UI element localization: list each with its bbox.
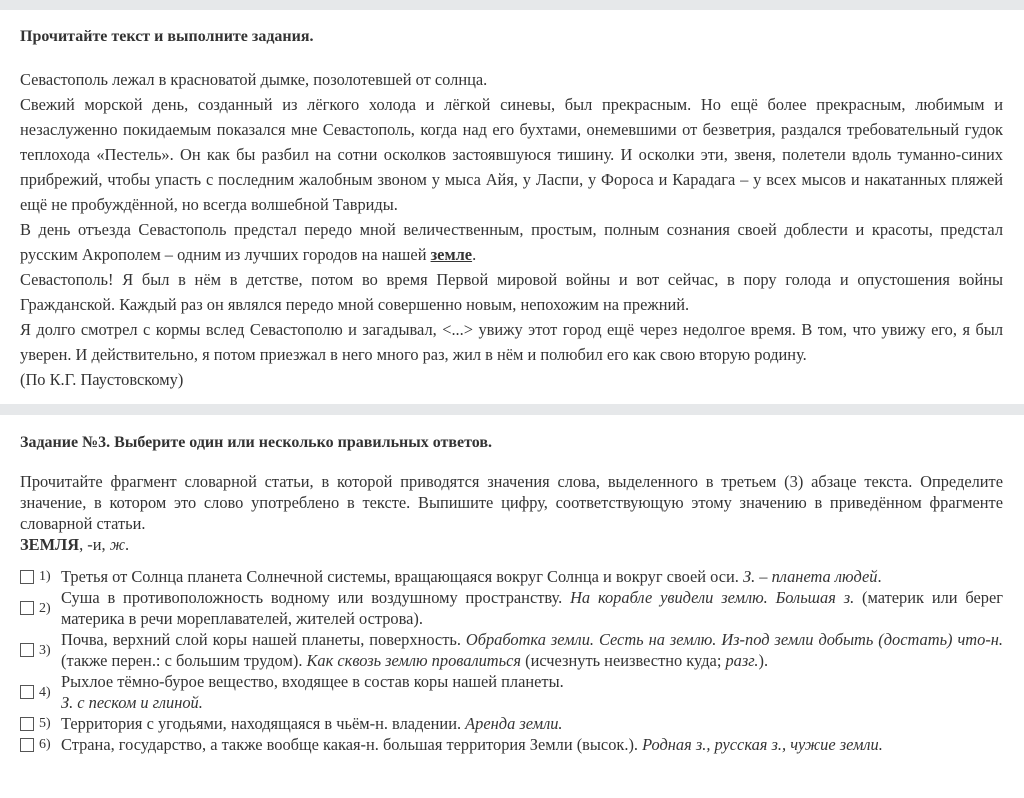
- dictionary-entry-head: ЗЕМЛЯ, -и, ж.: [20, 535, 130, 554]
- answer-option-6[interactable]: 6) Страна, государство, а также вообще какая-н. большая территория Земли (высок.). Родная з., русская з., чужие земли.: [20, 734, 1003, 755]
- highlighted-keyword: земле: [430, 245, 473, 264]
- paragraph-3: В день отъезда Севастополь предстал передо мной величественным, простым, полным сознания своей доблести и красоты, предстал русским Акрополем – одним из лучших городов на нашей земле.: [20, 220, 1003, 264]
- reading-panel: [20, 27, 1003, 392]
- task-heading: Задание №3. Выберите один или несколько правильных ответов.: [20, 434, 493, 451]
- answer-options: [20, 566, 1003, 755]
- answer-option-2[interactable]: 2) Суша в противоположность водному или воздушному пространству. На корабле увидели землю. Большая з. (материк или берег материка в речи мореплавателей, жителей острова).: [20, 587, 1003, 629]
- paragraph-5: Я долго смотрел с кормы вслед Севастополю и загадывал, <...> увижу этот город ещё через недолгое время. В том, что увижу его, я был уверен. И действительно, я потом приезжал в него много раз, жил в нём и полюбил его как свою вторую родину.: [20, 320, 1003, 364]
- answer-option-5[interactable]: 5) Территория с угодьями, находящаяся в чьём-н. владении. Аренда земли.: [20, 713, 1003, 734]
- checkbox-1[interactable]: [20, 570, 34, 584]
- checkbox-4[interactable]: [20, 685, 34, 699]
- task-panel: [20, 433, 1003, 755]
- paragraph-4: Севастополь! Я был в нём в детстве, потом во время Первой мировой войны и вот сейчас, в пору голода и опустошения войны Гражданской. Каждый раз он являлся передо мной совершенно новым, непохожим на прежний.: [20, 270, 1003, 314]
- top-separator: [0, 0, 1024, 10]
- paragraph-1: Севастополь лежал в красноватой дымке, позолотевшей от солнца.: [20, 70, 488, 89]
- checkbox-3[interactable]: [20, 643, 34, 657]
- paragraph-2: Свежий морской день, созданный из лёгкого холода и лёгкой синевы, был прекрасным. Но ещё более прекрасным, любимым и незаслуженно покидаемым показался мне Севастополь, когда над его бухтами, онемевшими от безветрия, раздался требовательный гудок теплохода «Пестель». Он как бы разбил на сотни осколков застоявшуюся тишину. И осколки эти, звеня, полетели вдоль туманно-синих прибрежий, чтобы упасть с последним жалобным звоном у мыса Айя, у Ласпи, у Фороса и Карадага – у всех мысов и накатанных пляжей ещё не пробуждённой, но всегда волшебной Тавриды.: [20, 95, 1003, 214]
- reading-heading: Прочитайте текст и выполните задания.: [20, 28, 314, 45]
- answer-option-3[interactable]: 3) Почва, верхний слой коры нашей планеты, поверхность. Обработка земли. Сесть на землю. Из-под земли добыть (достать) что-н. (также перен.: с большим трудом). Как сквозь землю провалиться (исчезнуть неизвестно куда; разг.).: [20, 629, 1003, 671]
- author-attribution: (По К.Г. Паустовскому): [20, 370, 184, 389]
- answer-option-1[interactable]: 1) Третья от Солнца планета Солнечной системы, вращающаяся вокруг Солнца и вокруг своей оси. З. – планета людей.: [20, 566, 1003, 587]
- answer-option-4[interactable]: 4) Рыхлое тёмно-бурое вещество, входящее в состав коры нашей планеты. З. с песком и глиной.: [20, 671, 1003, 713]
- checkbox-6[interactable]: [20, 738, 34, 752]
- reading-text: [20, 67, 1003, 392]
- task-instruction: Прочитайте фрагмент словарной статьи, в которой приводятся значения слова, выделенного в третьем (3) абзаце текста. Определите значение, в котором это слово употреблено в тексте. Выпишите цифру, соответствующую этому значению в приведённом фрагменте словарной статьи.: [20, 472, 1003, 533]
- checkbox-2[interactable]: [20, 601, 34, 615]
- section-separator: [0, 404, 1024, 415]
- checkbox-5[interactable]: [20, 717, 34, 731]
